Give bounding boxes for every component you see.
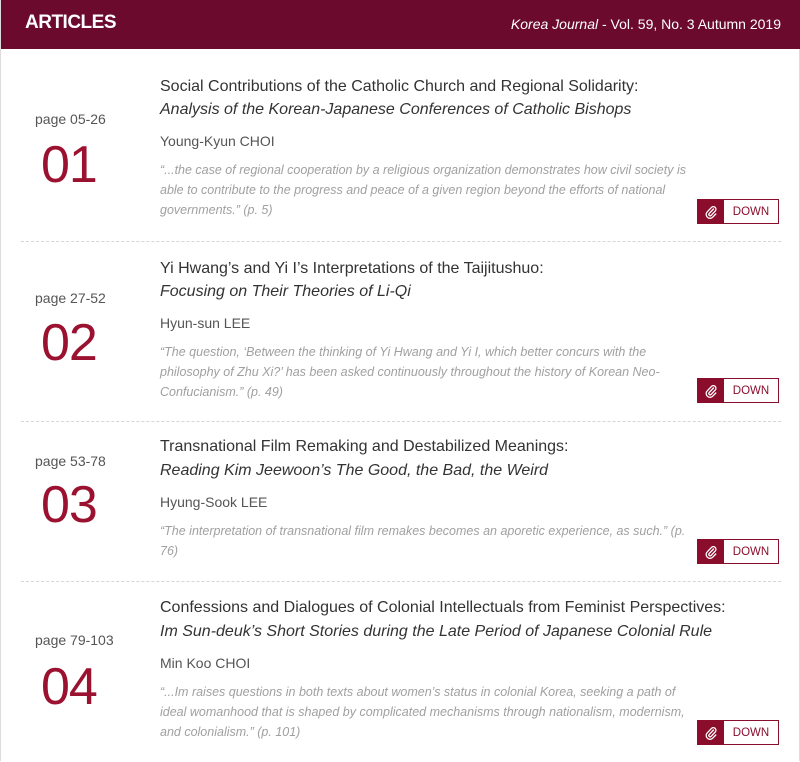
article-subtitle[interactable]: Focusing on Their Theories of Li-Qi: [160, 283, 411, 300]
article-quote: “...the case of regional cooperation by a religious organization demonstrates how civil society is able to contribute to the progress and peace of a given region beyond the efforts of national governments.” (p. 5): [160, 163, 686, 217]
article-number: 02: [41, 314, 97, 372]
article-quote: “The question, ‘Between the thinking of Yi Hwang and Yi I, which better concurs with the philosophy of Zhu Xi?’ has been asked continuously throughout the history of Korean Neo-Confucianism.” (p. 49): [160, 345, 660, 399]
article-subtitle[interactable]: Im Sun-deuk’s Short Stories during the Late Period of Japanese Colonial Rule: [160, 623, 713, 640]
section-title: ARTICLES: [25, 12, 116, 33]
page-range: page 05-26: [35, 111, 106, 127]
article-author: Young-Kyun CHOI: [160, 133, 275, 149]
article-subtitle[interactable]: Reading Kim Jeewoon’s The Good, the Bad, the Weird: [160, 462, 549, 479]
page-range: page 27-52: [35, 290, 106, 306]
journal-name: Korea Journal: [510, 16, 599, 32]
article-title[interactable]: Transnational Film Remaking and Destabilized Meanings:: [160, 438, 569, 455]
download-button[interactable]: [697, 199, 779, 224]
article-title[interactable]: Confessions and Dialogues of Colonial Intellectuals from Feminist Perspectives:: [160, 599, 726, 616]
page-range: page 53-78: [35, 453, 106, 469]
download-label: DOWN: [732, 205, 770, 218]
download-button[interactable]: [697, 378, 779, 403]
article-author: Min Koo CHOI: [160, 655, 251, 671]
article-number: 03: [41, 476, 97, 534]
download-button[interactable]: [697, 539, 779, 564]
paperclip-icon: [698, 721, 724, 744]
download-label: DOWN: [732, 726, 770, 739]
issue-number: - Vol. 59, No. 3 Autumn 2019: [598, 16, 781, 32]
download-button[interactable]: [697, 720, 779, 745]
paperclip-icon: [698, 379, 724, 402]
article-quote: “The interpretation of transnational film remakes becomes an aporetic experience, as such.” (p. 76): [160, 524, 686, 558]
article-subtitle[interactable]: Analysis of the Korean-Japanese Conferences of Catholic Bishops: [160, 101, 632, 118]
article-author: Hyun-sun LEE: [160, 315, 251, 331]
paperclip-icon: [698, 540, 724, 563]
article-number: 04: [41, 658, 97, 716]
article-item: [21, 242, 781, 422]
article-author: Hyung-Sook LEE: [160, 494, 268, 510]
article-number: 01: [41, 136, 97, 194]
article-title[interactable]: Social Contributions of the Catholic Church and Regional Solidarity:: [160, 78, 639, 95]
article-item: [21, 49, 781, 242]
paperclip-icon: [698, 200, 724, 223]
article-quote: “...Im raises questions in both texts about women’s status in colonial Korea, seeking a path of ideal womanhood that is shaped by complicated mechanisms through nationalism, modernism, and colonialism.” (p. 101): [160, 685, 685, 739]
issue-info: [511, 16, 781, 32]
page-range: page 79-103: [35, 632, 114, 648]
header-bar: [1, 0, 800, 49]
download-label: DOWN: [732, 545, 770, 558]
article-item: [21, 582, 781, 761]
article-title[interactable]: Yi Hwang’s and Yi I’s Interpretations of the Taijitushuo:: [160, 260, 544, 277]
article-item: [21, 422, 781, 582]
download-label: DOWN: [732, 384, 770, 397]
